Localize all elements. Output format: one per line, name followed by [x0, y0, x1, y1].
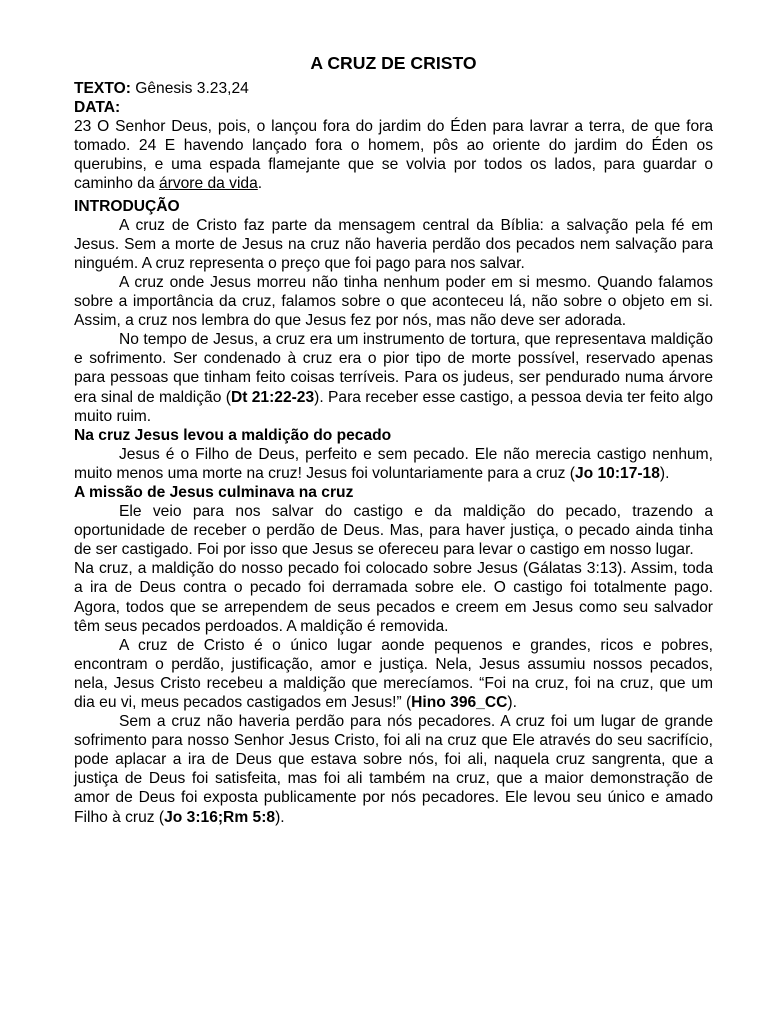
- secao2-heading: A missão de Jesus culminava na cruz: [74, 483, 354, 501]
- secao2-paragraph-1: Ele veio para nos salvar do castigo e da maldição do pecado, trazendo a oportunidade de receber o perdão de Deus. Mas, para haver justiça, o pecado ainda tinha de ser castigado. Foi por isso que Jesus se ofereceu para levar o castigo em nosso lugar.: [74, 503, 713, 559]
- introducao-p3-text: No tempo de Jesus, a cruz era um instrumento de tortura, que representava maldição e sofrimento. Ser condenado à cruz era o pior tipo de morte possível, reservado apenas para pessoas que tinham feito coisas terríveis. Para os judeus, ser pendurado numa árvore era sinal de maldição (: [74, 331, 713, 406]
- secao1-p1-text: Jesus é o Filho de Deus, perfeito e sem pecado. Ele não merecia castigo nenhum, muito menos uma morte na cruz! Jesus foi voluntariamente para a cruz (: [74, 445, 713, 482]
- introducao-heading: INTRODUÇÃO: [74, 197, 180, 215]
- arvore-da-vida-link[interactable]: árvore da vida: [158, 175, 258, 193]
- secao1-paragraph-1: [74, 445, 713, 483]
- secao2-p3-text: A cruz de Cristo é o único lugar aonde pequenos e grandes, ricos e pobres, encontram o perdão, justificação, amor e justiça. Nela, Jesus assumiu nossos pecados, nela, Jesus Cristo recebeu a maldição que merecíamos. “Foi na cruz, foi na cruz, que um dia eu vi, meus pecados castigados em Jesus!” (: [74, 636, 713, 711]
- secao2-p3-end: ).: [507, 694, 517, 711]
- secao2-paragraph-3: [74, 636, 713, 712]
- secao2-paragraph-4: [74, 712, 713, 827]
- data-line: [74, 98, 713, 117]
- introducao-paragraph-1: A cruz de Cristo faz parte da mensagem central da Bíblia: a salvação pela fé em Jesus. Sem a morte de Jesus na cruz não haveria perdão dos pecados nem salvação para ninguém. A cruz representa o preço que foi pago para nos salvar.: [74, 216, 713, 272]
- reference-jo-10: Jo 10:17-18: [574, 464, 660, 482]
- verse-paragraph: [74, 117, 713, 193]
- introducao-paragraph-2: A cruz onde Jesus morreu não tinha nenhum poder em si mesmo. Quando falamos sobre a importância da cruz, falamos sobre o que aconteceu lá, não sobre o objeto em si. Assim, a cruz nos lembra do que Jesus fez por nós, mas não deve ser adorada.: [74, 273, 713, 330]
- introducao-paragraph-3: [74, 330, 713, 425]
- reference-hino: Hino 396_CC: [411, 694, 508, 711]
- reference-dt: Dt 21:22-23: [230, 388, 315, 406]
- secao2-paragraph-2: Na cruz, a maldição do nosso pecado foi colocado sobre Jesus (Gálatas 3:13). Assim, toda a ira de Deus contra o pecado foi derramada sobre ele. O castigo foi totalmente pago. Agora, todos que se arrependem de seus pecados e creem em Jesus como seu salvador têm seus pecados perdoados. A maldição é removida.: [74, 560, 713, 635]
- data-label: DATA:: [74, 99, 121, 117]
- document-title: A CRUZ DE CRISTO: [310, 53, 477, 73]
- secao2-p4-text: Sem a cruz não haveria perdão para nós pecadores. A cruz foi um lugar de grande sofrimento para nosso Senhor Jesus Cristo, foi ali na cruz que Ele através do seu sacrifício, pode aplacar a ira de Deus que estava sobre nós, foi ali, naquela cruz sangrenta, que a justiça de Deus foi satisfeita, mas foi ali também na cruz, que a maior demonstração de amor de Deus foi exposta publicamente por nós pecadores. Ele levou seu único e amado Filho à cruz (: [74, 713, 713, 826]
- verse-end: .: [257, 175, 263, 193]
- texto-line: [74, 79, 713, 98]
- texto-label: TEXTO:: [74, 80, 131, 97]
- verse-text: 23 O Senhor Deus, pois, o lançou fora do jardim do Éden para lavrar a terra, de que fora tomado. 24 E havendo lançado fora o homem, pôs ao oriente do jardim do Éden os querubins, e uma espada flamejante que se volvia por todos os lados, para guardar o caminho da: [74, 118, 713, 193]
- texto-value: Gênesis 3.23,24: [130, 80, 249, 97]
- secao1-heading: Na cruz Jesus levou a maldição do pecado: [74, 426, 392, 444]
- introducao-p3-end: ). Para receber esse castigo, a pessoa devia ter feito algo muito ruim.: [74, 388, 713, 425]
- secao1-p1-end: ).: [659, 464, 670, 482]
- reference-jo-3-rm-5: Jo 3:16;Rm 5:8: [164, 808, 276, 826]
- secao2-p4-end: ).: [275, 808, 285, 826]
